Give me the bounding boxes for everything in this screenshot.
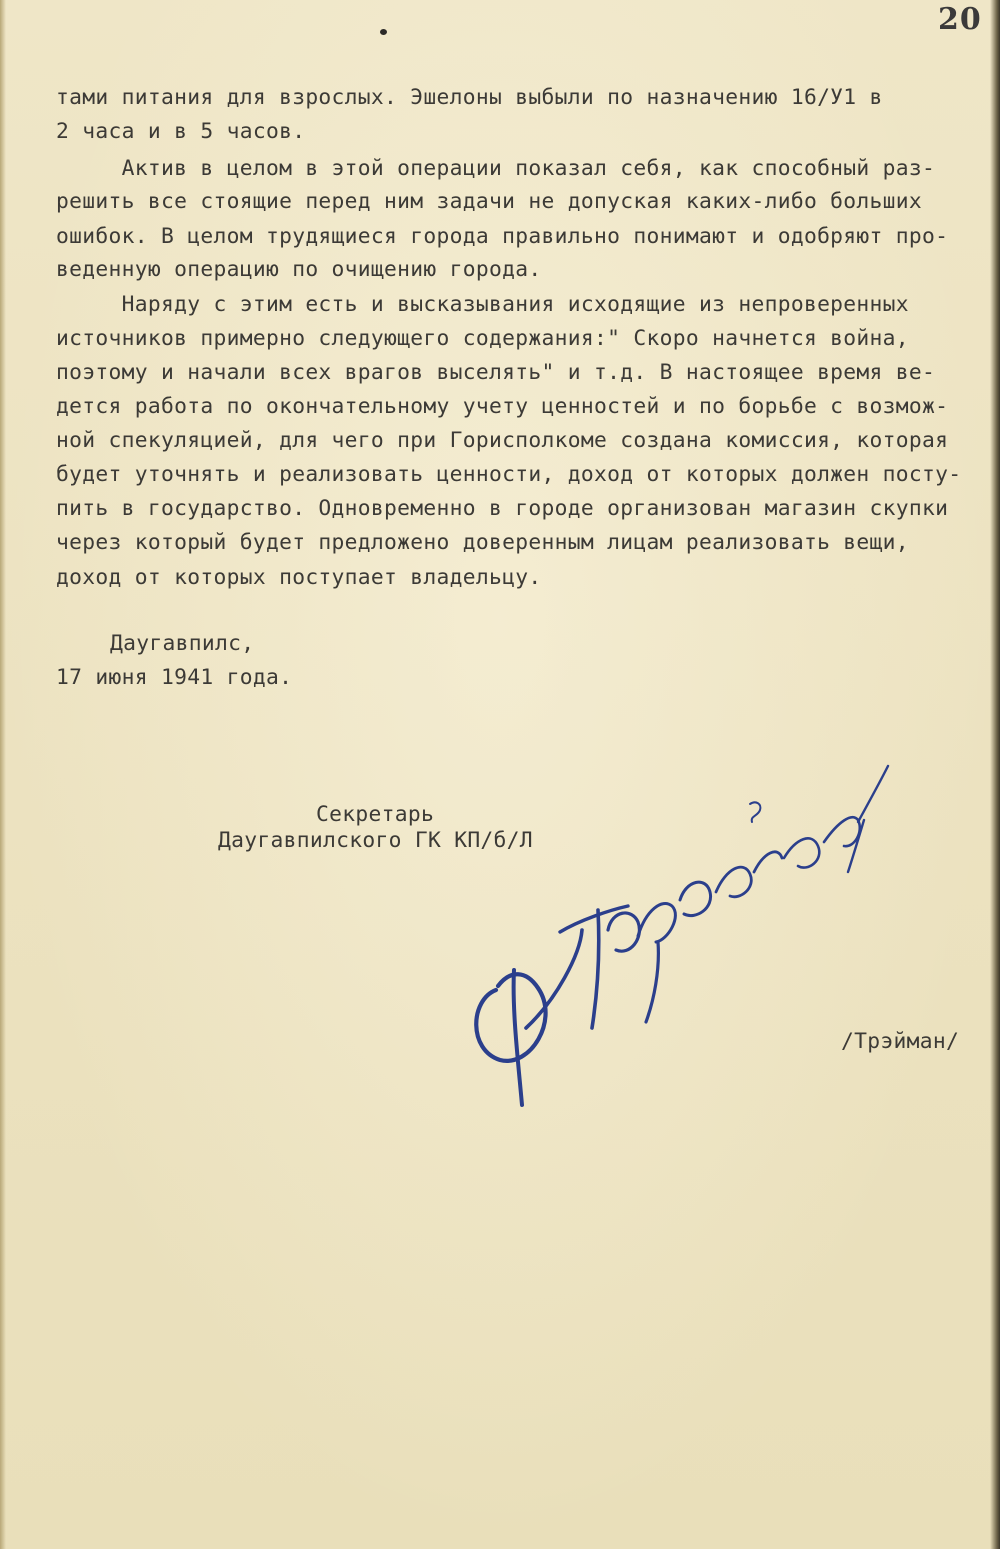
page-edge-right [990, 0, 1000, 1549]
body-line: ошибок. В целом трудящиеся города правильно понимают и одобряют про- [56, 224, 949, 249]
place-line: Даугавпилс, [110, 631, 255, 656]
ink-dot [380, 29, 387, 35]
body-line: дется работа по окончательному учету ценностей и по борьбе с возмож- [56, 394, 949, 419]
body-line: Актив в целом в этой операции показал себя, как способный раз- [56, 156, 936, 181]
signatory-organization: Даугавпилского ГК КП/б/Л [218, 828, 533, 853]
page-edge-left [0, 0, 6, 1549]
body-line: решить все стоящие перед ним задачи не допуская каких-либо больших [56, 189, 923, 214]
body-line: пить в государство. Одновременно в городе организован магазин скупки [56, 496, 949, 521]
date-line: 17 июня 1941 года. [56, 665, 293, 690]
body-line: Наряду с этим есть и высказывания исходящие из непроверенных [56, 292, 909, 317]
body-line: веденную операцию по очищению города. [56, 257, 542, 282]
body-line: источников примерно следующего содержания:" Скоро начнется война, [56, 326, 909, 351]
body-line: через который будет предложено доверенным лицам реализовать вещи, [56, 530, 909, 555]
body-line: тами питания для взрослых. Эшелоны выбыли по назначению 16/У1 в [56, 85, 883, 110]
page-number: 20 [938, 2, 982, 37]
body-line: доход от которых поступает владельцу. [56, 565, 542, 590]
signatory-title: Секретарь [316, 802, 435, 827]
body-line: 2 часа и в 5 часов. [56, 119, 306, 144]
signatory-name: /Трэйман/ [841, 1029, 960, 1054]
body-line: ной спекуляцией, для чего при Горисполкоме создана комиссия, которая [56, 428, 949, 453]
handwritten-signature [460, 760, 900, 1130]
body-line: будет уточнять и реализовать ценности, доход от которых должен посту- [56, 462, 962, 487]
body-line: поэтому и начали всех врагов выселять" и т.д. В настоящее время ве- [56, 360, 936, 385]
